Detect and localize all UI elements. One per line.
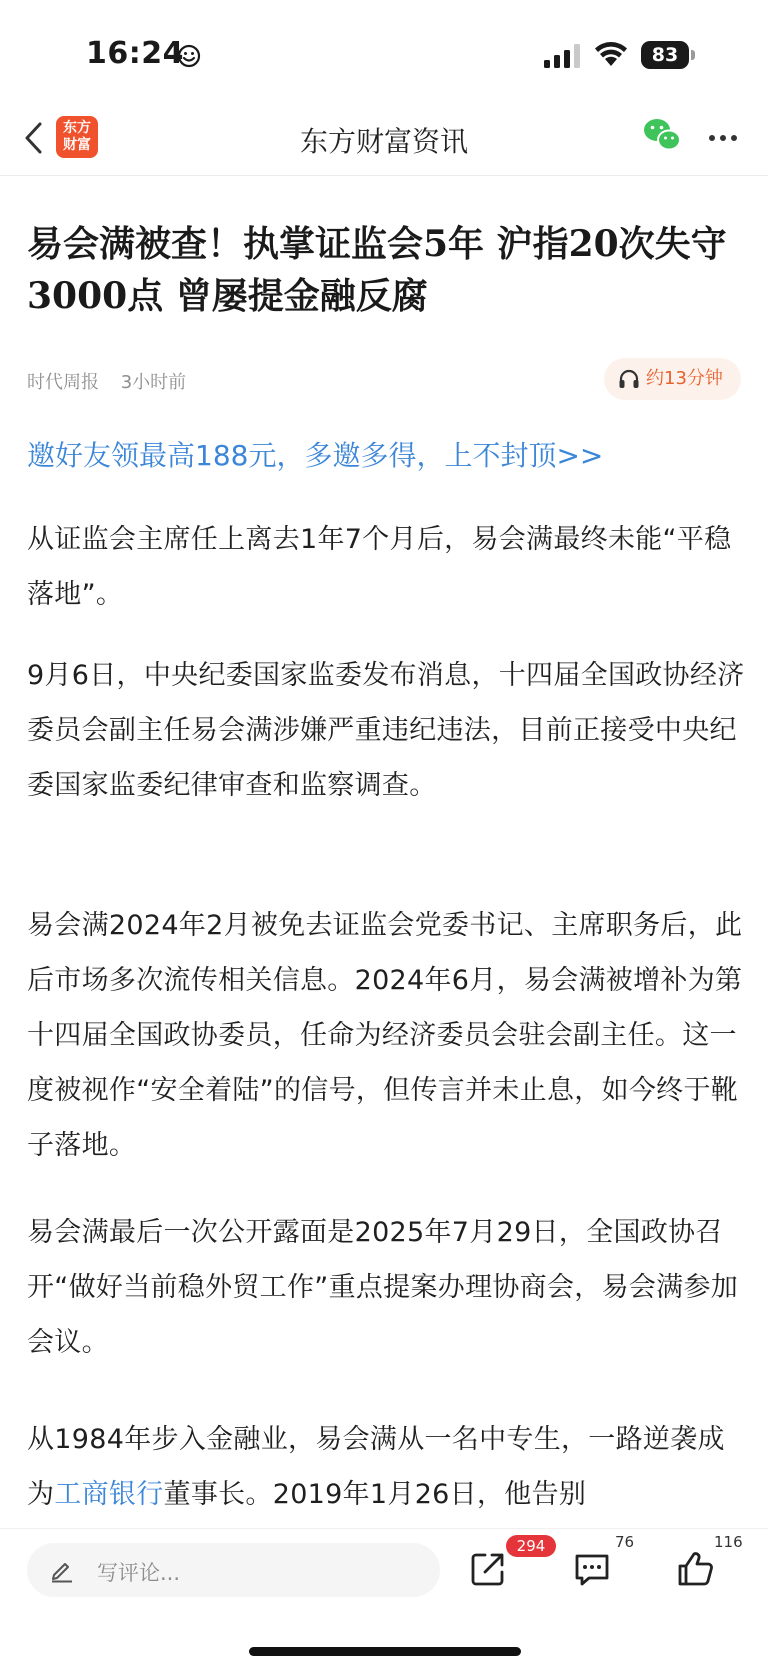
listen-duration: 约13分钟	[646, 368, 723, 389]
cellular-signal-icon	[544, 44, 582, 68]
invite-promo-link[interactable]: 邀好友领最高188元，多邀多得，上不封顶>>	[27, 439, 604, 472]
wifi-icon	[594, 40, 628, 68]
status-bar	[0, 0, 768, 100]
paragraph-5-text-end: 董事长。2019年1月26日，他告别	[163, 1479, 587, 1510]
article-headline: 易会满被查！执掌证监会5年 沪指20次失守3000点 曾屡提金融反腐	[27, 223, 727, 317]
comment-bubble-icon	[572, 1549, 612, 1589]
share-icon	[468, 1549, 508, 1589]
comment-count: 76	[615, 1533, 635, 1551]
logo-text-line1: 东方	[63, 120, 91, 136]
status-time: 16:24	[86, 36, 184, 71]
battery-indicator	[641, 41, 695, 69]
comment-placeholder: 写评论...	[97, 1561, 181, 1585]
bottom-action-bar	[0, 1528, 768, 1669]
listen-audio-button[interactable]	[604, 358, 741, 400]
smiley-icon	[177, 44, 201, 68]
article-paragraph-2: 9月6日，中央纪委国家监委发布消息，十四届全国政协经济委员会副主任易会满涉嫌严重违纪违法，目前正接受中央纪委国家监委纪律审查和监察调查。	[27, 660, 745, 801]
like-count: 116	[714, 1533, 743, 1551]
article-source[interactable]: 时代周报	[27, 372, 99, 393]
paragraph-5-text-start: 从1984年步入金融业，易会满从一名中专生，一路逆袭成为	[27, 1424, 725, 1510]
article-paragraph-3: 易会满2024年2月被免去证监会党委书记、主席职务后，此后市场多次流传相关信息。2024年6月，易会满被增补为第十四届全国政协委员，任命为经济委员会驻会副主任。这一度被视作“安全着陆”的信号，但传言并未止息，如今终于靴子落地。	[27, 910, 743, 1161]
wechat-share-icon[interactable]	[642, 116, 682, 154]
logo-text-line2: 财富	[63, 137, 91, 153]
article-paragraph-4: 易会满最后一次公开露面是2025年7月29日，全国政协召开“做好当前稳外贸工作”重点提案办理协商会，易会满参加会议。	[27, 1217, 739, 1358]
article-meta	[27, 368, 186, 394]
share-button[interactable]	[468, 1549, 512, 1593]
thumbs-up-icon	[676, 1549, 716, 1589]
icbc-stock-link[interactable]: 工商银行	[54, 1479, 164, 1510]
pen-icon	[49, 1557, 75, 1583]
battery-tip	[691, 50, 695, 60]
more-options-icon[interactable]	[708, 134, 738, 142]
like-button[interactable]	[676, 1549, 720, 1593]
nav-bar	[0, 100, 768, 176]
nav-title: 东方财富资讯	[299, 125, 468, 158]
comment-input[interactable]	[27, 1543, 440, 1597]
share-count-badge: 294	[506, 1535, 556, 1557]
article-paragraph-1: 从证监会主席任上离去1年7个月后，易会满最终未能“平稳落地”。	[27, 524, 732, 610]
home-indicator	[249, 1647, 521, 1656]
comments-button[interactable]	[572, 1549, 616, 1593]
battery-level: 83	[641, 41, 689, 69]
article-time: 3小时前	[120, 372, 187, 393]
headphone-icon	[618, 369, 640, 389]
article-paragraph-5	[27, 1412, 745, 1530]
